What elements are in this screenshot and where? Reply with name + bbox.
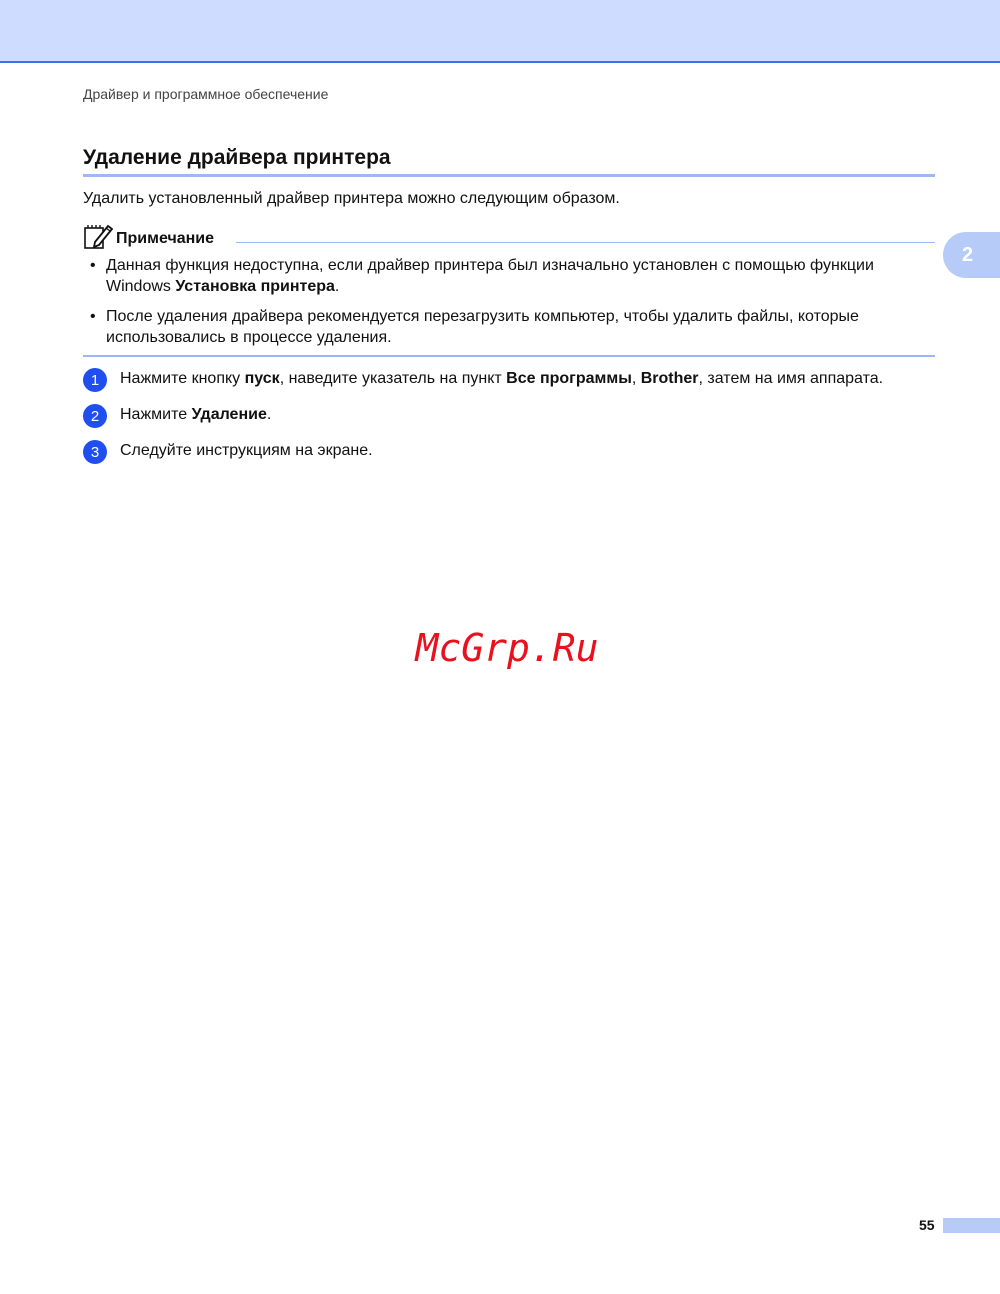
step-bold: Brother — [640, 370, 699, 387]
note-rule — [236, 242, 935, 243]
step-bold: Все программы — [506, 370, 632, 387]
note-list — [90, 255, 920, 357]
bullet-icon: • — [90, 257, 96, 274]
note-bottom-rule — [83, 355, 935, 357]
chapter-number: 2 — [961, 243, 974, 266]
watermark: McGrp.Ru — [415, 626, 599, 670]
note-item-tail: . — [334, 278, 340, 295]
step-number-badge: 1 — [83, 368, 107, 392]
chapter-tab — [943, 232, 1000, 278]
step-item — [83, 404, 923, 425]
step-number-badge: 3 — [83, 440, 107, 464]
note-item — [90, 306, 920, 348]
steps-list — [83, 368, 923, 476]
section-title: Удаление драйвера принтера — [83, 146, 391, 169]
step-text: Нажмите кнопку — [120, 370, 245, 387]
note-title: Примечание — [116, 230, 215, 247]
step-bold: Удаление — [191, 406, 267, 423]
note-item-bold: Установка принтера — [175, 278, 335, 295]
title-rule — [83, 174, 935, 177]
step-text: , затем на имя аппарата. — [698, 370, 884, 387]
page-number: 55 — [919, 1217, 935, 1233]
step-item — [83, 440, 923, 461]
intro-text: Удалить установленный драйвер принтера можно следующим образом. — [83, 190, 620, 207]
note-item-text: Данная функция недоступна, если драйвер принтера был изначально установлен с помощью функции Windows — [106, 257, 874, 295]
step-text: , — [631, 370, 641, 387]
step-text: . — [266, 406, 272, 423]
note-item-text: После удаления драйвера рекомендуется перезагрузить компьютер, чтобы удалить файлы, которые использовались в процессе удаления. — [106, 308, 859, 346]
step-item — [83, 368, 923, 389]
step-text: Следуйте инструкциям на экране. — [120, 442, 373, 459]
note-pencil-icon — [83, 222, 113, 250]
page-number-bar — [943, 1218, 1000, 1233]
step-bold: пуск — [244, 370, 280, 387]
top-header-band — [0, 0, 1000, 63]
step-number-badge: 2 — [83, 404, 107, 428]
note-item — [90, 255, 920, 297]
step-text: , наведите указатель на пункт — [279, 370, 507, 387]
running-header: Драйвер и программное обеспечение — [83, 86, 329, 102]
bullet-icon: • — [90, 308, 96, 325]
step-text: Нажмите — [120, 406, 192, 423]
